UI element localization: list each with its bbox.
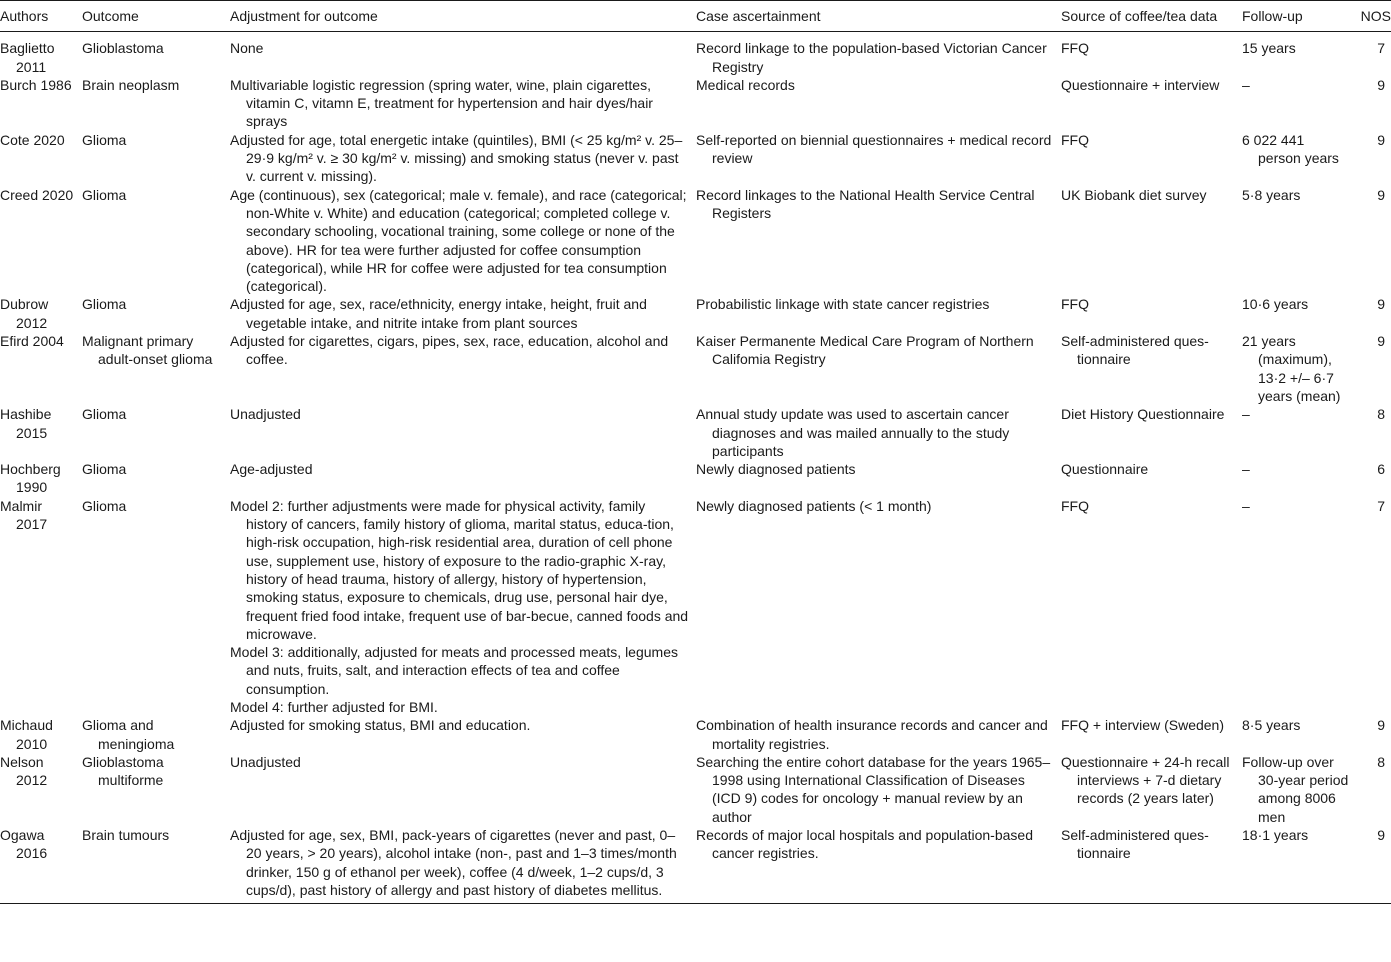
cell-source: UK Biobank diet survey (1061, 186, 1207, 203)
cell-follow-up: – (1242, 76, 1250, 93)
cell-outcome: Glioblastoma multiforme (82, 753, 164, 789)
table-body (0, 32, 1391, 904)
adjustment-paragraph: Adjusted for cigarettes, cigars, pipes, sex, race, education, alcohol and coffee. (230, 333, 669, 368)
adjustment-paragraph: Unadjusted (230, 753, 301, 770)
cell-authors: Burch 1986 (0, 76, 72, 93)
cell-nos: 9 (1377, 717, 1385, 734)
cell-nos: 9 (1355, 826, 1391, 904)
table-row (0, 295, 1391, 332)
adjustment-paragraph: Adjusted for smoking status, BMI and education. (230, 717, 531, 734)
cell-authors: Nelson 2012 (0, 753, 48, 789)
header-case-ascertainment: Case ascertainment (696, 1, 1061, 32)
cell-authors: Hochberg 1990 (0, 461, 61, 496)
cell-nos: 8 (1377, 753, 1385, 770)
adjustment-paragraph: Model 2: further adjustments were made for physical activity, family history of cancers, family history of glioma, marital status, educa-tion, high-risk occupation, high-risk residential area, duration of cell phone use, supplement use, history of exposure to the radio-graphic X-ray, history of head trauma, history of allergy, history of hypertension, smoking status, exposure to chemicals, drug use, personal hair dye, frequent fried food intake, frequent use of bar-becue, canned foods and microwave. (230, 497, 689, 642)
cell-case-ascertainment: Searching the entire cohort database for the years 1965–1998 using International Classification of Diseases (ICD 9) codes for oncology + manual review by an author (696, 753, 1051, 825)
table-row (0, 186, 1391, 296)
cell-outcome: Glioblastoma (82, 40, 164, 57)
cell-nos: 9 (1377, 333, 1385, 350)
cell-authors: Creed 2020 (0, 186, 74, 203)
cell-nos: 7 (1377, 497, 1385, 514)
cell-adjustment (230, 826, 696, 904)
cell-adjustment (230, 131, 696, 186)
cell-outcome: Glioma (82, 406, 127, 423)
cell-outcome: Malignant primary adult-onset glioma (82, 333, 213, 368)
adjustment-paragraph: Unadjusted (230, 406, 301, 423)
cell-follow-up: 15 years (1242, 40, 1296, 57)
cell-case-ascertainment: Record linkages to the National Health Service Central Registers (696, 186, 1035, 221)
table-row (0, 460, 1391, 497)
cell-source: FFQ (1061, 40, 1089, 57)
cell-authors: Hashibe 2015 (0, 406, 52, 441)
cell-source: Self-administered ques-tionnaire (1061, 333, 1209, 368)
cell-follow-up: 8·5 years (1242, 717, 1301, 734)
cell-adjustment (230, 716, 696, 753)
header-follow-up: Follow-up (1242, 1, 1355, 32)
table-row (0, 32, 1391, 76)
cell-adjustment (230, 32, 696, 76)
cell-follow-up: 21 years (maximum), 13·2 +/– 6·7 years (mean) (1242, 333, 1341, 404)
cell-source: Diet History Questionnaire (1061, 406, 1225, 423)
cell-authors: Efird 2004 (0, 333, 64, 350)
cell-adjustment (230, 405, 696, 460)
cell-outcome: Brain tumours (82, 826, 230, 904)
cell-nos: 9 (1377, 296, 1385, 313)
table-row (0, 76, 1391, 131)
adjustment-paragraph: Adjusted for age, sex, race/ethnicity, energy intake, height, fruit and vegetable intake, and nitrite intake from plant sources (230, 296, 647, 331)
cell-source: Questionnaire + 24-h recall interviews + 7-d dietary records (2 years later) (1061, 753, 1230, 807)
table-row (0, 826, 1391, 904)
cell-adjustment (230, 295, 696, 332)
cell-case-ascertainment: Record linkage to the population-based Victorian Cancer Registry (696, 40, 1047, 75)
cell-case-ascertainment: Probabilistic linkage with state cancer registries (696, 296, 990, 313)
cell-source: FFQ (1061, 296, 1089, 313)
cell-authors: Michaud 2010 (0, 717, 53, 752)
cell-source: Questionnaire (1061, 461, 1149, 478)
cell-outcome: Glioma (82, 497, 127, 514)
cell-authors: Dubrow 2012 (0, 296, 49, 331)
header-outcome: Outcome (82, 1, 230, 32)
cell-adjustment (230, 753, 696, 826)
adjustment-paragraph: Age (continuous), sex (categorical; male v. female), and race (categorical; non-White v. White) and education (categorical; completed college v. secondary schooling, vocational training, some college or none of the above). HR for tea were further adjusted for coffee consumption (categorical), while HR for coffee were adjusted for tea consumption (categorical). (230, 186, 687, 295)
table-header-row (0, 1, 1391, 32)
adjustment-paragraph: Age-adjusted (230, 461, 313, 478)
table-row (0, 405, 1391, 460)
table-row (0, 497, 1391, 717)
cell-source: FFQ + interview (Sweden) (1061, 717, 1224, 734)
table-row (0, 753, 1391, 826)
cell-adjustment (230, 76, 696, 131)
cell-outcome: Glioma (82, 296, 127, 313)
header-source: Source of coffee/tea data (1061, 1, 1242, 32)
cell-authors: Baglietto 2011 (0, 40, 55, 75)
cell-case-ascertainment: Records of major local hospitals and population-based cancer registries. (696, 826, 1061, 904)
cell-follow-up: 18·1 years (1242, 826, 1355, 904)
cell-outcome: Glioma (82, 186, 127, 203)
cell-follow-up: 10·6 years (1242, 296, 1309, 313)
adjustment-paragraph: Adjusted for age, sex, BMI, pack-years of cigarettes (never and past, 0–20 years, > 20 years), alcohol intake (non-, past and 1–3 times/month drinker, 150 g of ethanol per week), coffee (4 d/week, 1–2 cups/d, 3 cups/d), past history of allergy and past history of diabetes mellitus. (230, 827, 677, 898)
cell-nos: 9 (1377, 186, 1385, 203)
cell-case-ascertainment: Newly diagnosed patients (< 1 month) (696, 497, 932, 514)
adjustment-paragraph: Model 4: further adjusted for BMI. (230, 698, 438, 715)
cell-follow-up: – (1242, 461, 1250, 478)
cell-follow-up: – (1242, 497, 1250, 514)
table-row (0, 332, 1391, 405)
cell-outcome: Brain neoplasm (82, 76, 180, 93)
header-nos: NOS (1355, 1, 1391, 32)
header-authors: Authors (0, 1, 82, 32)
cell-follow-up: Follow-up over 30-year period among 8006 men (1242, 753, 1349, 825)
cell-authors: Malmir 2017 (0, 497, 48, 533)
cell-nos: 7 (1377, 40, 1385, 57)
cell-outcome: Glioma (82, 131, 127, 148)
table-row (0, 131, 1391, 186)
cell-nos: 9 (1377, 76, 1385, 93)
cell-adjustment (230, 332, 696, 405)
cell-source: Self-administered ques-tionnaire (1061, 826, 1242, 904)
cell-nos: 9 (1377, 131, 1385, 148)
header-adjustment: Adjustment for outcome (230, 1, 696, 32)
cell-source: FFQ (1061, 497, 1089, 514)
cell-case-ascertainment: Self-reported on biennial questionnaires + medical record review (696, 131, 1052, 167)
cell-case-ascertainment: Newly diagnosed patients (696, 461, 856, 478)
cell-adjustment (230, 497, 696, 717)
cell-follow-up: 5·8 years (1242, 186, 1301, 203)
cell-authors: Cote 2020 (0, 131, 65, 148)
adjustment-paragraph: Adjusted for age, total energetic intake (quintiles), BMI (< 25 kg/m² v. 25–29·9 kg/m² v. ≥ 30 kg/m² v. missing) and smoking status (never v. past v. current v. missing). (230, 131, 683, 185)
cell-source: FFQ (1061, 131, 1089, 148)
cell-outcome: Glioma and meningioma (82, 717, 175, 752)
cell-authors: Ogawa 2016 (0, 826, 82, 904)
cell-nos: 6 (1377, 461, 1385, 478)
cell-outcome: Glioma (82, 461, 127, 478)
cell-adjustment (230, 186, 696, 296)
cell-case-ascertainment: Kaiser Permanente Medical Care Program of Northern Califomia Registry (696, 333, 1034, 368)
adjustment-paragraph: None (230, 40, 264, 57)
adjustment-paragraph: Model 3: additionally, adjusted for meats and processed meats, legumes and nuts, fruits, salt, and interaction effects of tea and coffee consumption. (230, 644, 678, 697)
cell-case-ascertainment: Annual study update was used to ascertain cancer diagnoses and was mailed annually to the study participants (696, 406, 1010, 459)
cell-case-ascertainment: Combination of health insurance records and cancer and mortality registries. (696, 717, 1048, 752)
cell-nos: 8 (1377, 406, 1385, 423)
cell-follow-up: 6 022 441 person years (1242, 131, 1339, 167)
adjustment-paragraph: Multivariable logistic regression (spring water, wine, plain cigarettes, vitamin C, vitamn E, treatment for hypertension and hair dyes/hair sprays (230, 76, 653, 130)
table-row (0, 716, 1391, 753)
cell-follow-up: – (1242, 406, 1250, 423)
cell-case-ascertainment: Medical records (696, 76, 795, 93)
cell-source: Questionnaire + interview (1061, 76, 1220, 93)
cell-adjustment (230, 460, 696, 497)
